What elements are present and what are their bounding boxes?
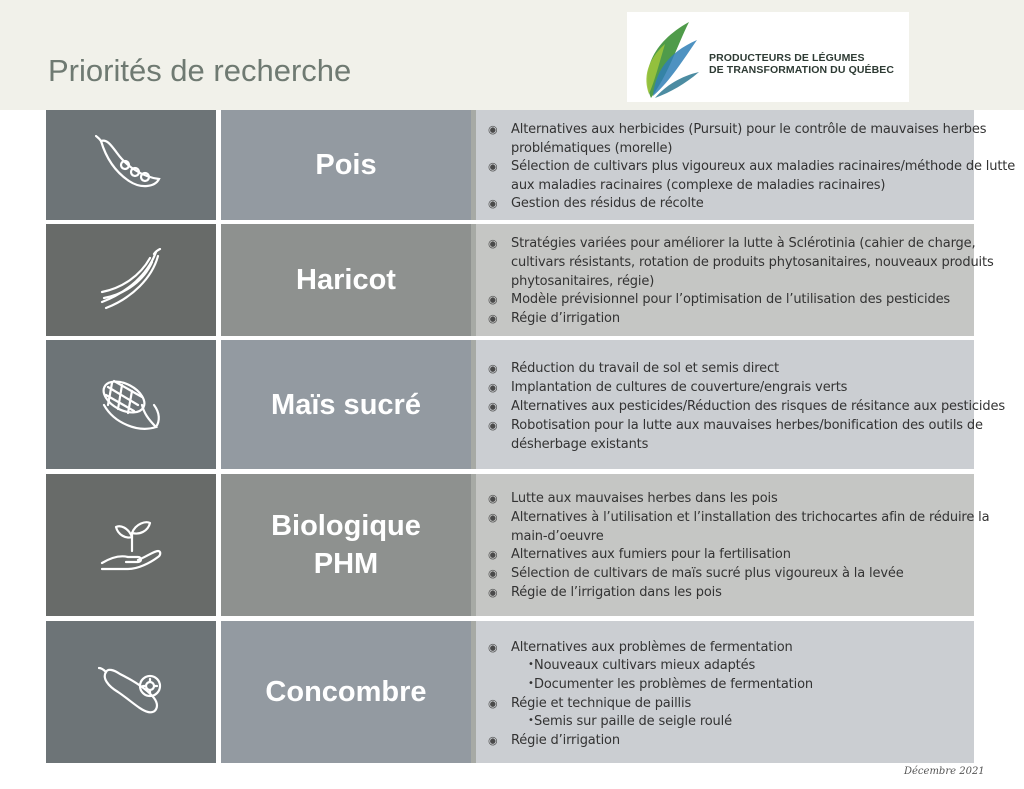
bullet-icon: ◉ (488, 160, 498, 173)
bullet-icon: ◉ (488, 548, 498, 561)
icon-cell (46, 224, 216, 336)
sub-bullet-icon: • (528, 678, 534, 689)
bullet-icon: ◉ (488, 734, 498, 747)
bullet-icon: ◉ (488, 381, 498, 394)
logo-line-1: PRODUCTEURS DE LÉGUMES (709, 52, 865, 64)
crop-name-cell (221, 110, 471, 220)
list-item: Régie d’irrigation (511, 733, 620, 748)
list-item: Alternatives aux herbicides (Pursuit) pour le contrôle de mauvaises herbes (511, 122, 987, 137)
list-item: phytosanitaires, régie) (511, 274, 655, 289)
green-bean-icon (98, 248, 164, 312)
sub-list-item: Nouveaux cultivars mieux adaptés (534, 658, 756, 673)
icon-cell (46, 474, 216, 616)
list-item: Robotisation pour la lutte aux mauvaises herbes/bonification des outils de (511, 418, 983, 433)
crop-name: Maïs sucré (271, 388, 421, 421)
list-item: problématiques (morelle) (511, 141, 673, 156)
row-haricot (46, 224, 994, 336)
list-item: cultivars résistants, rotation de produits phytosanitaires, nouveaux produits (511, 255, 994, 270)
pea-pod-icon (95, 135, 167, 195)
bullet-icon: ◉ (488, 697, 498, 710)
bullet-icon: ◉ (488, 586, 498, 599)
crop-name-cell (221, 340, 471, 469)
corn-cob-icon (98, 375, 164, 435)
bullet-icon: ◉ (488, 293, 498, 306)
bullet-icon: ◉ (488, 237, 498, 250)
footer-date: Décembre 2021 (904, 766, 985, 777)
seedling-hand-icon (98, 515, 164, 575)
list-item: Implantation de cultures de couverture/engrais verts (511, 380, 848, 395)
crop-name-cell (221, 621, 471, 763)
bullet-icon: ◉ (488, 492, 498, 505)
icon-cell (46, 621, 216, 763)
bullet-icon: ◉ (488, 312, 498, 325)
list-item: Sélection de cultivars de maïs sucré plus vigoureux à la levée (511, 566, 904, 581)
list-item: Régie et technique de paillis (511, 696, 692, 711)
row-mais-sucre (46, 340, 1005, 469)
crop-name: Pois (315, 149, 377, 181)
logo-text (709, 52, 894, 76)
research-list (476, 340, 1005, 469)
icon-cell (46, 110, 216, 220)
list-item: main-d’oeuvre (511, 529, 604, 544)
crop-name: Haricot (296, 264, 396, 296)
page-title: Priorités de recherche (48, 53, 352, 88)
organization-logo (627, 12, 909, 102)
list-item: Régie d’irrigation (511, 311, 620, 326)
list-item: Sélection de cultivars plus vigoureux aux maladies racinaires/méthode de lutte (511, 159, 1016, 174)
list-item: Lutte aux mauvaises herbes dans les pois (511, 491, 778, 506)
bullet-icon: ◉ (488, 197, 498, 210)
list-item: désherbage existants (511, 437, 649, 452)
research-list (476, 474, 990, 616)
sub-list-item: Documenter les problèmes de fermentation (534, 677, 813, 692)
list-item: Alternatives aux problèmes de fermentation (511, 640, 793, 655)
bullet-icon: ◉ (488, 641, 498, 654)
list-item: Alternatives aux fumiers pour la fertilisation (511, 547, 791, 562)
bullet-icon: ◉ (488, 362, 498, 375)
list-item: Modèle prévisionnel pour l’optimisation de l’utilisation des pesticides (511, 292, 951, 307)
row-biologique-phm (46, 474, 990, 616)
sub-bullet-icon: • (528, 715, 534, 726)
list-item: Alternatives aux pesticides/Réduction des risques de résitance aux pesticides (511, 399, 1005, 414)
crop-name: Concombre (265, 676, 427, 708)
bullet-icon: ◉ (488, 511, 498, 524)
research-list (476, 621, 974, 763)
bullet-icon: ◉ (488, 567, 498, 580)
bullet-icon: ◉ (488, 123, 498, 136)
list-item: Stratégies variées pour améliorer la lutte à Sclérotinia (cahier de charge, (511, 236, 976, 251)
list-item: Réduction du travail de sol et semis direct (511, 361, 779, 376)
crop-name-cell (221, 474, 471, 616)
logo-line-2: DE TRANSFORMATION DU QUÉBEC (709, 64, 895, 76)
sub-list-item: Semis sur paille de seigle roulé (534, 714, 732, 729)
research-list (476, 224, 994, 336)
crop-name: Biologique PHM (271, 510, 421, 580)
bullet-icon: ◉ (488, 419, 498, 432)
cucumber-icon (98, 664, 164, 720)
bullet-icon: ◉ (488, 400, 498, 413)
row-concombre (46, 621, 974, 763)
research-list (476, 110, 1016, 220)
icon-cell (46, 340, 216, 469)
row-pois (46, 110, 1016, 220)
list-item: Gestion des résidus de récolte (511, 196, 704, 211)
list-item: Alternatives à l’utilisation et l’installation des trichocartes afin de réduire la (511, 510, 990, 525)
leaf-logo-icon (641, 18, 701, 102)
crop-name-cell (221, 224, 471, 336)
list-item: aux maladies racinaires (complexe de maladies racinaires) (511, 178, 886, 193)
list-item: Régie de l’irrigation dans les pois (511, 585, 722, 600)
sub-bullet-icon: • (528, 659, 534, 670)
